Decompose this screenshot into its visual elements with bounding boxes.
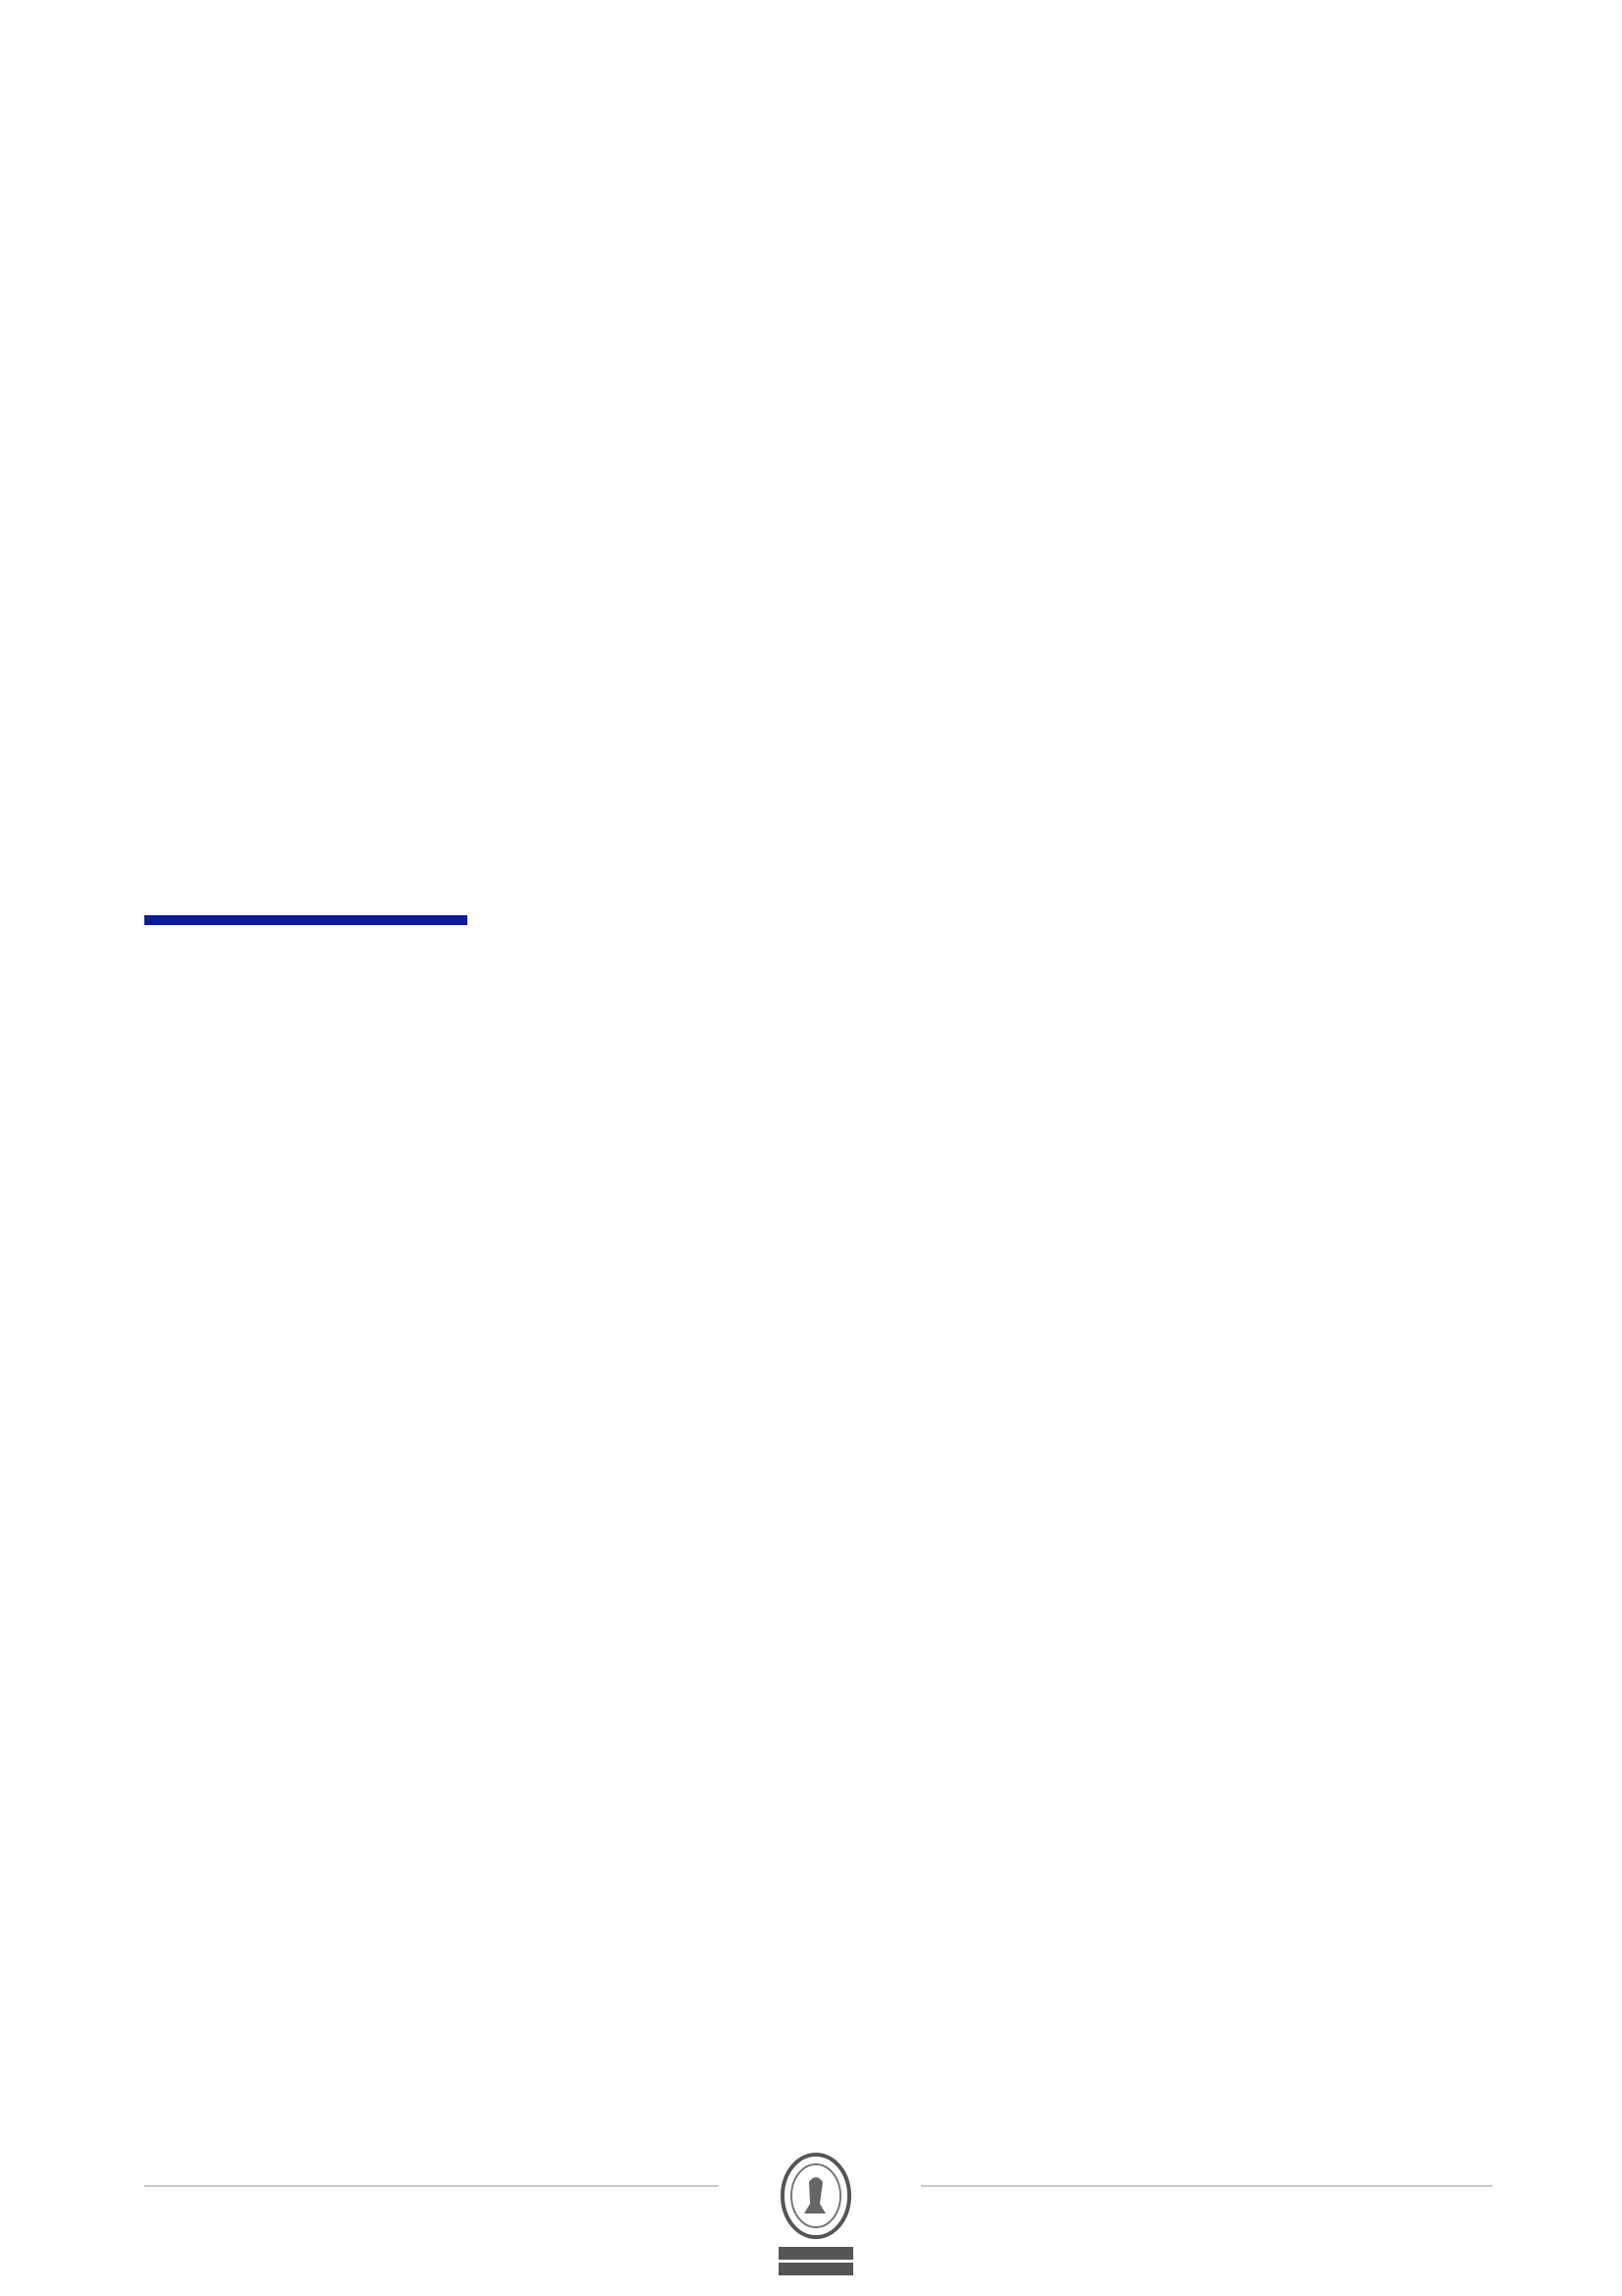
bureau-veritas-logo-icon <box>765 2153 867 2280</box>
chapter-bar <box>144 915 467 925</box>
footer-line-left <box>144 2185 719 2187</box>
footer-line-right <box>921 2185 1492 2187</box>
